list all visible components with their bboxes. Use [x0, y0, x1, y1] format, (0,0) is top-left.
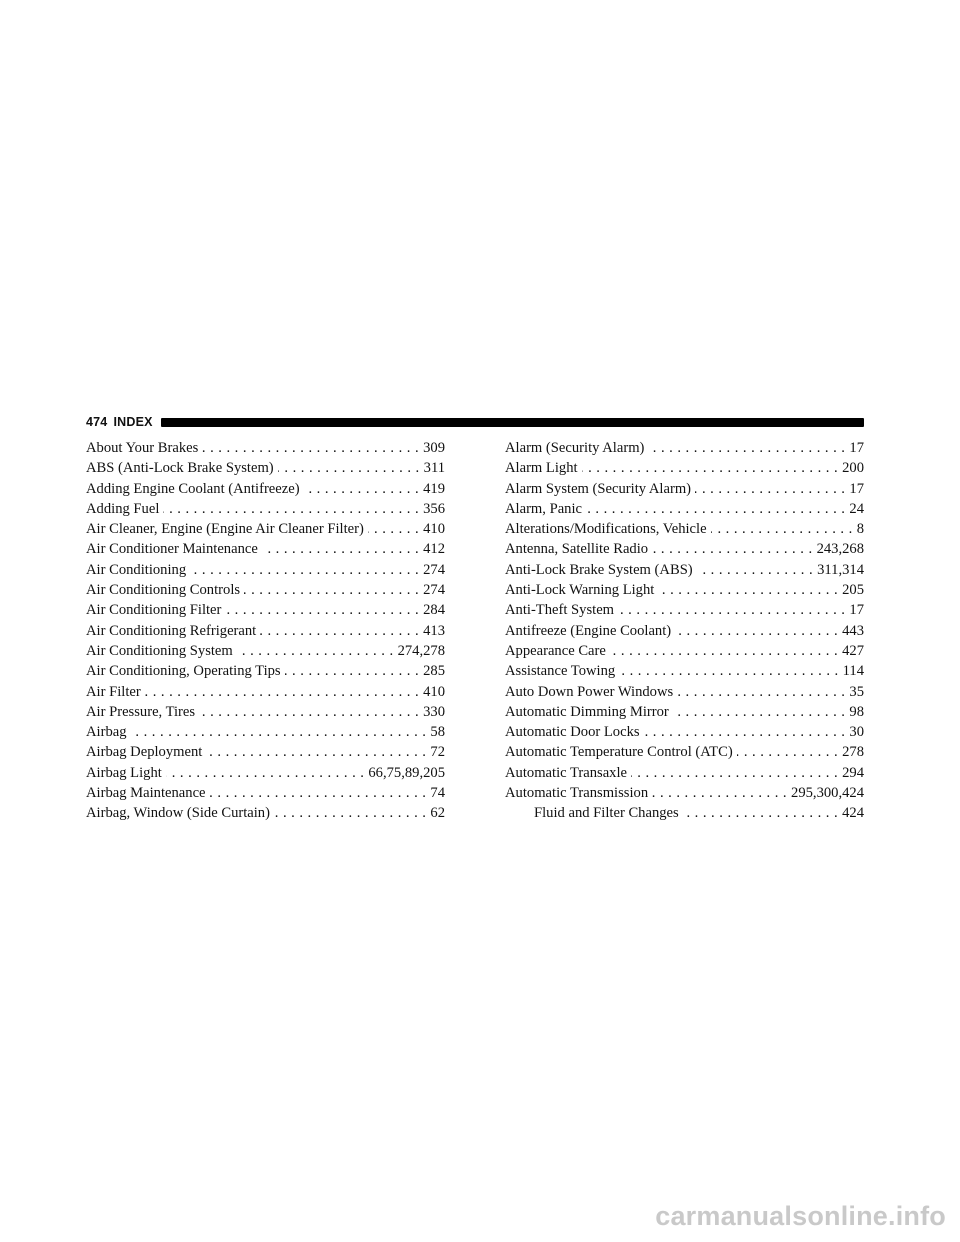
- index-term: Alarm System (Security Alarm): [505, 480, 692, 497]
- index-entry: [86, 763, 445, 783]
- dot-leader: [210, 783, 427, 803]
- index-term: Air Conditioning Controls: [86, 582, 241, 599]
- dot-leader: [190, 560, 419, 580]
- index-term: Fluid and Filter Changes: [534, 805, 679, 822]
- dot-leader: [225, 600, 419, 620]
- dot-leader: [274, 803, 426, 823]
- index-term: ABS (Anti-Lock Brake System): [86, 460, 274, 477]
- index-entry: [505, 519, 864, 539]
- page-reference: 72: [430, 744, 445, 761]
- dot-leader: [652, 539, 812, 559]
- index-entry: [505, 539, 864, 559]
- page-reference: 205: [842, 582, 864, 599]
- index-term: Adding Fuel: [86, 500, 160, 517]
- dot-leader: [262, 539, 419, 559]
- section-title: INDEX: [113, 415, 153, 429]
- page-reference: 412: [423, 541, 445, 558]
- page-reference: 443: [842, 622, 864, 639]
- page-reference: 8: [856, 521, 864, 538]
- index-term: Assistance Towing: [505, 663, 616, 680]
- dot-leader: [610, 641, 838, 661]
- index-term: Airbag, Window (Side Curtain): [86, 805, 270, 822]
- page-reference: 114: [842, 663, 864, 680]
- dot-leader: [206, 742, 426, 762]
- index-term: Antifreeze (Engine Coolant): [505, 622, 672, 639]
- page-reference: 74: [430, 785, 445, 802]
- page-reference: 419: [423, 480, 445, 497]
- page-reference: 285: [423, 663, 445, 680]
- page-header: [86, 414, 864, 430]
- dot-leader: [644, 722, 846, 742]
- index-term: Auto Down Power Windows: [505, 683, 674, 700]
- index-entry: [505, 621, 864, 641]
- index-entry: [505, 458, 864, 478]
- dot-leader: [163, 499, 419, 519]
- dot-leader: [304, 479, 420, 499]
- page-reference: 30: [849, 724, 864, 741]
- index-entry: [86, 742, 445, 762]
- page-reference: 200: [842, 460, 864, 477]
- dot-leader: [695, 479, 845, 499]
- dot-leader: [285, 661, 420, 681]
- index-term: Anti-Theft System: [505, 602, 615, 619]
- page-reference: 413: [423, 622, 445, 639]
- index-term: Airbag: [86, 724, 127, 741]
- dot-leader: [145, 682, 419, 702]
- dot-leader: [697, 560, 813, 580]
- index-entry: [86, 803, 445, 823]
- index-entry: [505, 479, 864, 499]
- dot-leader: [652, 783, 787, 803]
- index-entry: [505, 560, 864, 580]
- dot-leader: [237, 641, 394, 661]
- index-term: Air Conditioning Filter: [86, 602, 222, 619]
- index-term: Appearance Care: [505, 642, 606, 659]
- page-reference: 309: [423, 440, 445, 456]
- index-entry: [86, 621, 445, 641]
- index-entry: [86, 519, 445, 539]
- page-reference: 17: [849, 602, 864, 619]
- dot-leader: [586, 499, 845, 519]
- index-term: Automatic Dimming Mirror: [505, 703, 669, 720]
- dot-leader: [737, 742, 838, 762]
- index-column-left: [86, 438, 445, 824]
- index-term: Automatic Transmission: [505, 785, 649, 802]
- index-term: Automatic Transaxle: [505, 764, 628, 781]
- index-term: About Your Brakes: [86, 440, 199, 456]
- index-entry: [505, 742, 864, 762]
- page-reference: 274: [423, 582, 445, 599]
- index-term: Air Filter: [86, 683, 141, 700]
- index-entry: [86, 641, 445, 661]
- index-term: Anti-Lock Brake System (ABS): [505, 561, 693, 578]
- page-reference: 62: [430, 805, 445, 822]
- dot-leader: [631, 763, 838, 783]
- index-entry: [86, 702, 445, 722]
- page-reference: 284: [423, 602, 445, 619]
- index-entry: [86, 479, 445, 499]
- index-term: Alarm, Panic: [505, 500, 583, 517]
- index-entry: [86, 458, 445, 478]
- index-entry: [505, 702, 864, 722]
- index-term: Automatic Door Locks: [505, 724, 640, 741]
- index-subentry: [505, 803, 864, 823]
- index-entry: [86, 722, 445, 742]
- index-term: Antenna, Satellite Radio: [505, 541, 649, 558]
- index-term: Air Conditioning Refrigerant: [86, 622, 257, 639]
- index-entry: [86, 783, 445, 803]
- index-entry: [505, 783, 864, 803]
- page-reference: 294: [842, 764, 864, 781]
- dot-leader: [677, 682, 845, 702]
- index-entry: [505, 600, 864, 620]
- index-term: Air Conditioning: [86, 561, 187, 578]
- index-term: Alterations/Modifications, Vehicle: [505, 521, 707, 538]
- page-reference: 274,278: [397, 642, 445, 659]
- index-entry: [86, 560, 445, 580]
- page-reference: 243,268: [816, 541, 864, 558]
- index-term: Air Conditioning, Operating Tips: [86, 663, 281, 680]
- page-reference: 295,300,424: [791, 785, 864, 802]
- dot-leader: [131, 722, 427, 742]
- page-reference: 330: [423, 703, 445, 720]
- page-reference: 98: [849, 703, 864, 720]
- page-reference: 278: [842, 744, 864, 761]
- index-term: Air Cleaner, Engine (Engine Air Cleaner Filter): [86, 521, 364, 538]
- index-term: Adding Engine Coolant (Antifreeze): [86, 480, 300, 497]
- index-term: Air Conditioner Maintenance: [86, 541, 258, 558]
- index-entry: [505, 682, 864, 702]
- dot-leader: [202, 438, 419, 458]
- index-entry: [505, 580, 864, 600]
- index-entry: [86, 539, 445, 559]
- index-entry: [505, 722, 864, 742]
- index-term: Alarm Light: [505, 460, 578, 477]
- index-term: Anti-Lock Warning Light: [505, 582, 655, 599]
- index-entry: [86, 661, 445, 681]
- dot-leader: [199, 702, 419, 722]
- index-entry: [86, 438, 445, 458]
- page-reference: 424: [842, 805, 864, 822]
- index-entry: [505, 438, 864, 458]
- dot-leader: [711, 519, 853, 539]
- page-reference: 35: [849, 683, 864, 700]
- index-entry: [86, 682, 445, 702]
- page-reference: 17: [849, 480, 864, 497]
- page-reference: 356: [423, 500, 445, 517]
- index-term: Airbag Light: [86, 764, 162, 781]
- dot-leader: [278, 458, 420, 478]
- index-term: Alarm (Security Alarm): [505, 440, 645, 456]
- page-reference: 24: [849, 500, 864, 517]
- index-entry: [505, 763, 864, 783]
- dot-leader: [658, 580, 838, 600]
- index-term: Airbag Deployment: [86, 744, 203, 761]
- dot-leader: [619, 661, 838, 681]
- index-term: Automatic Temperature Control (ATC): [505, 744, 733, 761]
- dot-leader: [582, 458, 839, 478]
- page-reference: 17: [849, 440, 864, 456]
- dot-leader: [675, 621, 838, 641]
- index-entry: [505, 641, 864, 661]
- page-reference: 427: [842, 642, 864, 659]
- page-reference: 311,314: [817, 561, 864, 578]
- page-reference: 311: [423, 460, 445, 477]
- index-term: Air Conditioning System: [86, 642, 233, 659]
- dot-leader: [618, 600, 845, 620]
- dot-leader: [244, 580, 419, 600]
- site-watermark: carmanualsonline.info: [655, 1201, 946, 1231]
- dot-leader: [260, 621, 419, 641]
- page-reference: 274: [423, 561, 445, 578]
- dot-leader: [683, 803, 838, 823]
- index-entry: [86, 600, 445, 620]
- dot-leader: [648, 438, 845, 458]
- index-term: Air Pressure, Tires: [86, 703, 196, 720]
- header-rule: [161, 418, 864, 427]
- page-reference: 58: [430, 724, 445, 741]
- index-term: Airbag Maintenance: [86, 785, 206, 802]
- index-entry: [505, 499, 864, 519]
- dot-leader: [673, 702, 846, 722]
- page-reference: 410: [423, 683, 445, 700]
- index-entry: [86, 580, 445, 600]
- page-reference: 66,75,89,205: [368, 764, 445, 781]
- dot-leader: [368, 519, 419, 539]
- index-column-right: [505, 438, 864, 824]
- page-number: 474: [86, 415, 108, 429]
- page-reference: 410: [423, 521, 445, 538]
- index-entry: [505, 661, 864, 681]
- dot-leader: [166, 763, 365, 783]
- index-entry: [86, 499, 445, 519]
